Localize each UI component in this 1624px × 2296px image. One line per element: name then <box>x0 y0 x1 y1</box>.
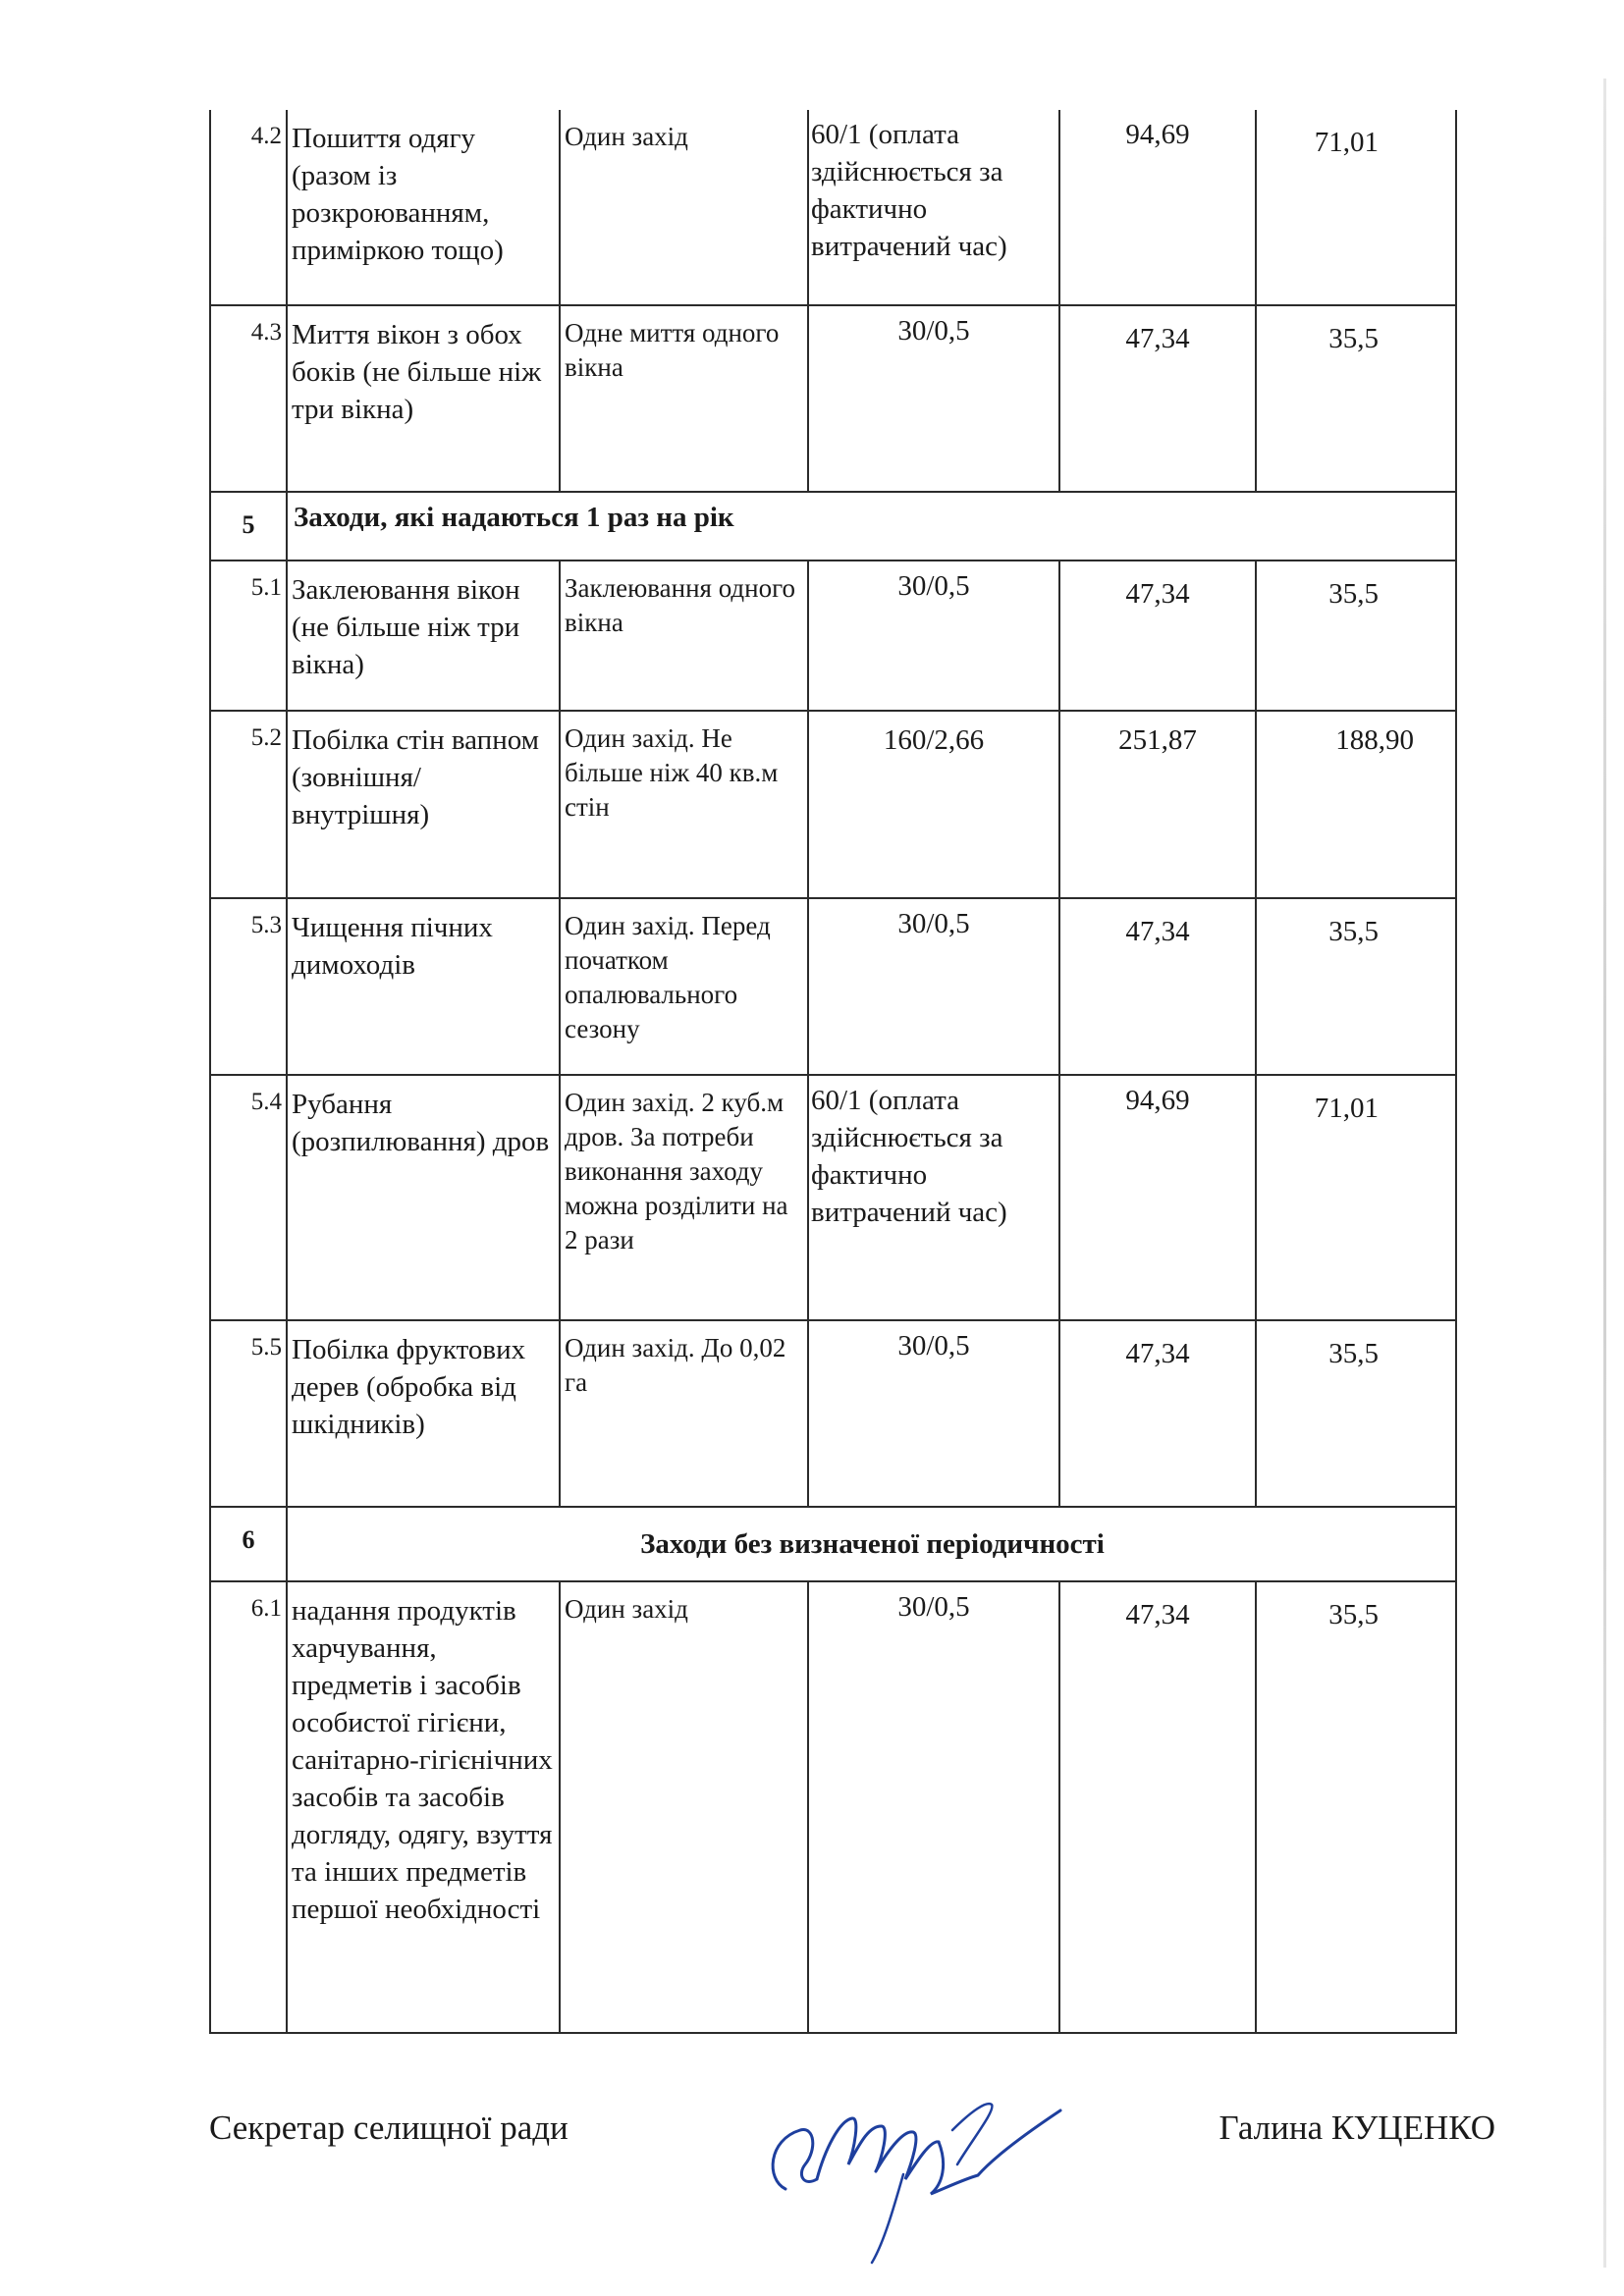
service-unit: Одне миття одного вікна <box>560 305 808 492</box>
price-2: 188,90 <box>1256 711 1456 898</box>
row-number: 5.3 <box>210 898 287 1075</box>
table-row <box>210 1075 1456 1320</box>
table-row <box>210 1320 1456 1507</box>
table-row <box>210 1581 1456 2033</box>
service-time: 30/0,5 <box>808 561 1059 711</box>
section-row <box>210 492 1456 561</box>
service-name: Рубання (розпилювання) дров <box>287 1075 560 1320</box>
price-2: 35,5 <box>1256 898 1456 1075</box>
service-unit: Заклеювання одного вікна <box>560 561 808 711</box>
price-2: 71,01 <box>1256 1075 1456 1320</box>
price-1: 47,34 <box>1059 898 1256 1075</box>
service-time: 160/2,66 <box>808 711 1059 898</box>
price-2: 35,5 <box>1256 1320 1456 1507</box>
row-number: 5.4 <box>210 1075 287 1320</box>
section-row <box>210 1507 1456 1581</box>
service-time: 30/0,5 <box>808 305 1059 492</box>
section-title: Заходи, які надаються 1 раз на рік <box>287 492 1456 561</box>
service-time: 30/0,5 <box>808 1320 1059 1507</box>
service-unit: Один захід <box>560 1581 808 2033</box>
price-1: 94,69 <box>1059 1075 1256 1320</box>
table-row <box>210 711 1456 898</box>
service-time: 60/1 (оплата здійснюється за фактично витрачений час) <box>808 1075 1059 1320</box>
price-2: 71,01 <box>1256 110 1456 305</box>
service-time: 60/1 (оплата здійснюється за фактично витрачений час) <box>808 110 1059 305</box>
row-number: 4.2 <box>210 110 287 305</box>
price-2: 35,5 <box>1256 1581 1456 2033</box>
handwritten-signature <box>746 2071 1080 2268</box>
signer-name: Галина КУЦЕНКО <box>1218 2109 1495 2147</box>
page-edge <box>1603 79 1606 2268</box>
row-number: 5.2 <box>210 711 287 898</box>
price-1: 94,69 <box>1059 110 1256 305</box>
service-unit: Один захід <box>560 110 808 305</box>
table-row <box>210 110 1456 305</box>
section-number: 6 <box>210 1507 287 1581</box>
price-1: 47,34 <box>1059 305 1256 492</box>
service-name: Заклеювання вікон (не більше ніж три вікна) <box>287 561 560 711</box>
row-number: 4.3 <box>210 305 287 492</box>
price-2: 35,5 <box>1256 561 1456 711</box>
service-name: надання продуктів харчування, предметів і засобів особистої гігієни, санітарно-гігієнічних засобів та засобів догляду, одягу, взуття та інших предметів першої необхідності <box>287 1581 560 2033</box>
service-name: Чищення пічних димоходів <box>287 898 560 1075</box>
table-row <box>210 561 1456 711</box>
section-number: 5 <box>210 492 287 561</box>
service-name: Побілка фруктових дерев (обробка від шкідників) <box>287 1320 560 1507</box>
row-number: 5.5 <box>210 1320 287 1507</box>
service-unit: Один захід. Перед початком опалювального сезону <box>560 898 808 1075</box>
price-1: 47,34 <box>1059 561 1256 711</box>
service-time: 30/0,5 <box>808 1581 1059 2033</box>
service-name: Пошиття одягу (разом із розкроюванням, приміркою тощо) <box>287 110 560 305</box>
service-unit: Один захід. До 0,02 га <box>560 1320 808 1507</box>
service-name: Побілка стін вапном (зовнішня/внутрішня) <box>287 711 560 898</box>
price-1: 47,34 <box>1059 1320 1256 1507</box>
price-1: 47,34 <box>1059 1581 1256 2033</box>
table-row <box>210 898 1456 1075</box>
signer-position: Секретар селищної ради <box>209 2109 568 2147</box>
service-name: Миття вікон з обох боків (не більше ніж три вікна) <box>287 305 560 492</box>
service-time: 30/0,5 <box>808 898 1059 1075</box>
row-number: 5.1 <box>210 561 287 711</box>
service-unit: Один захід. Не більше ніж 40 кв.м стін <box>560 711 808 898</box>
row-number: 6.1 <box>210 1581 287 2033</box>
services-table <box>209 110 1457 2034</box>
table-row <box>210 305 1456 492</box>
price-2: 35,5 <box>1256 305 1456 492</box>
section-title: Заходи без визначеної періодичності <box>287 1507 1456 1581</box>
service-unit: Один захід. 2 куб.м дров. За потреби виконання заходу можна розділити на 2 рази <box>560 1075 808 1320</box>
price-1: 251,87 <box>1059 711 1256 898</box>
